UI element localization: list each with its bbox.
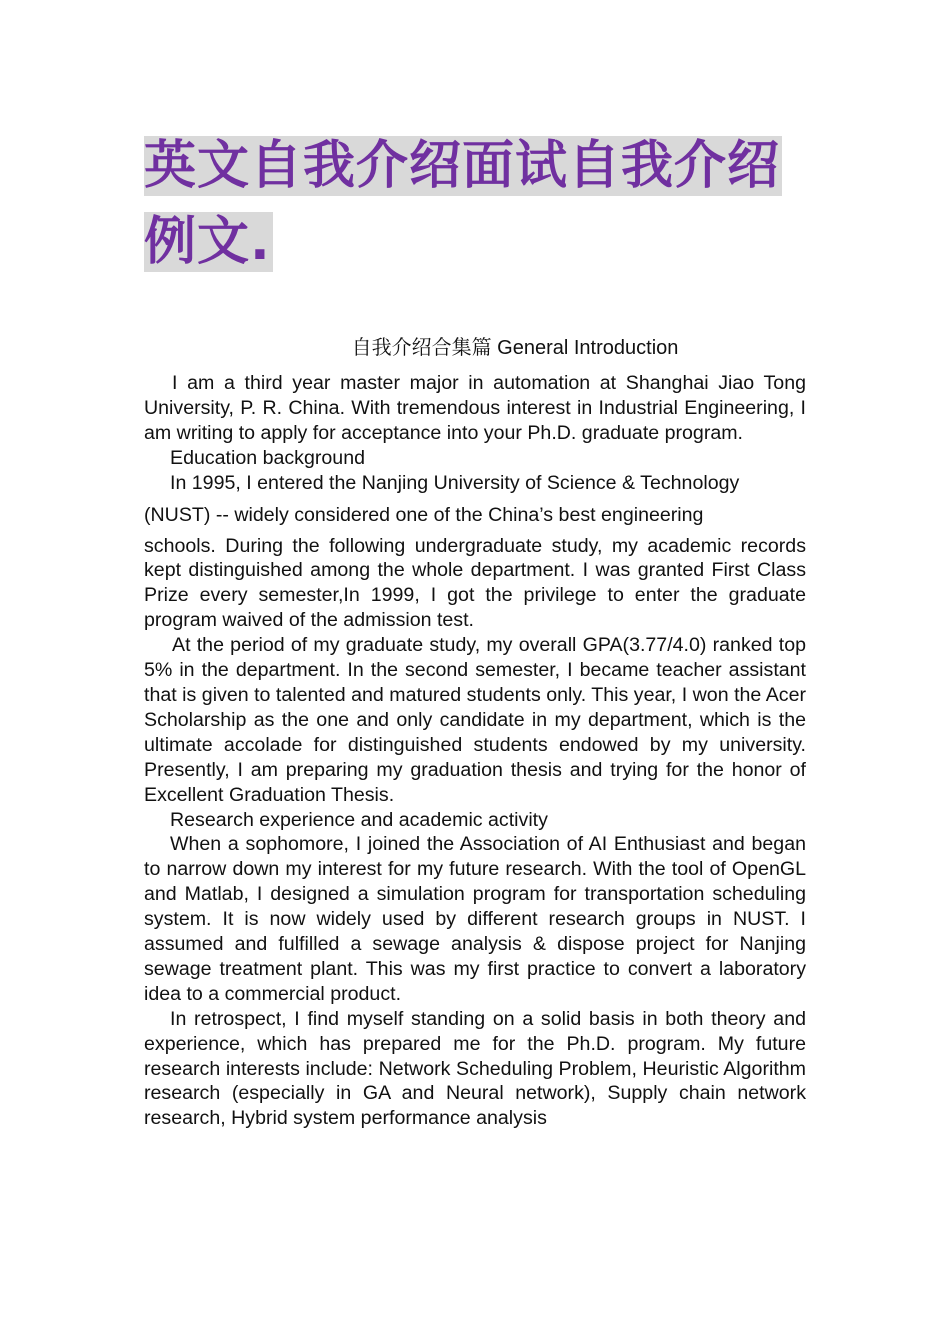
section-heading-research: Research experience and academic activity (170, 808, 548, 831)
paragraph-graduate-study: At the period of my graduate study, my overall GPA(3.77/4.0) ranked top 5% in the department. In the second semester, I became teacher assistant that is given to talented and matured students only. This year, I won the Acer Scholarship as the one and only candidate in my department, which is the ultimate accolade for distinguished students endowed by my university. Presently, I am preparing my graduation thesis and trying for the honor of Excellent Graduation Thesis. (144, 634, 806, 806)
document-subtitle: 自我介绍合集篇 General Introduction (351, 337, 679, 359)
paragraph-education-rest: schools. During the following undergraduate study, my academic records kept distinguished among the whole department. I was granted First Class Prize every semester,In 1999, I got the privilege to enter the graduate program waived of the admission test. (144, 534, 806, 632)
document-body (144, 371, 806, 1131)
paragraph-research: When a sophomore, I joined the Association of AI Enthusiast and began to narrow down my interest for my future research. With the tool of OpenGL and Matlab, I designed a simulation program for transportation scheduling system. It is now widely used by different research groups in NUST. I assumed and fulfilled a sewage analysis & dispose project for Nanjing sewage treatment plant. This was my first practice to convert a laboratory idea to a commercial product. (144, 833, 806, 1005)
document-title (144, 128, 806, 280)
paragraph-education-line1: In 1995, I entered the Nanjing University of Science & Technology (170, 471, 740, 494)
document-title-text: 英文自我介绍面试自我介绍例文. (144, 136, 781, 272)
paragraph-intro: I am a third year master major in automation at Shanghai Jiao Tong University, P. R. China. With tremendous interest in Industrial Engineering, I am writing to apply for acceptance into your Ph.D. graduate program. (144, 372, 806, 444)
section-heading-education: Education background (170, 446, 365, 469)
paragraph-education-line2: (NUST) -- widely considered one of the China’s best engineering (144, 503, 704, 526)
paragraph-retrospect: In retrospect, I find myself standing on a solid basis in both theory and experience, which has prepared me for the Ph.D. program. My future research interests include: Network Scheduling Problem, Heuristic Algorithm research (especially in GA and Neural network), Supply chain network research, Hybrid system performance analysis (144, 1007, 806, 1130)
